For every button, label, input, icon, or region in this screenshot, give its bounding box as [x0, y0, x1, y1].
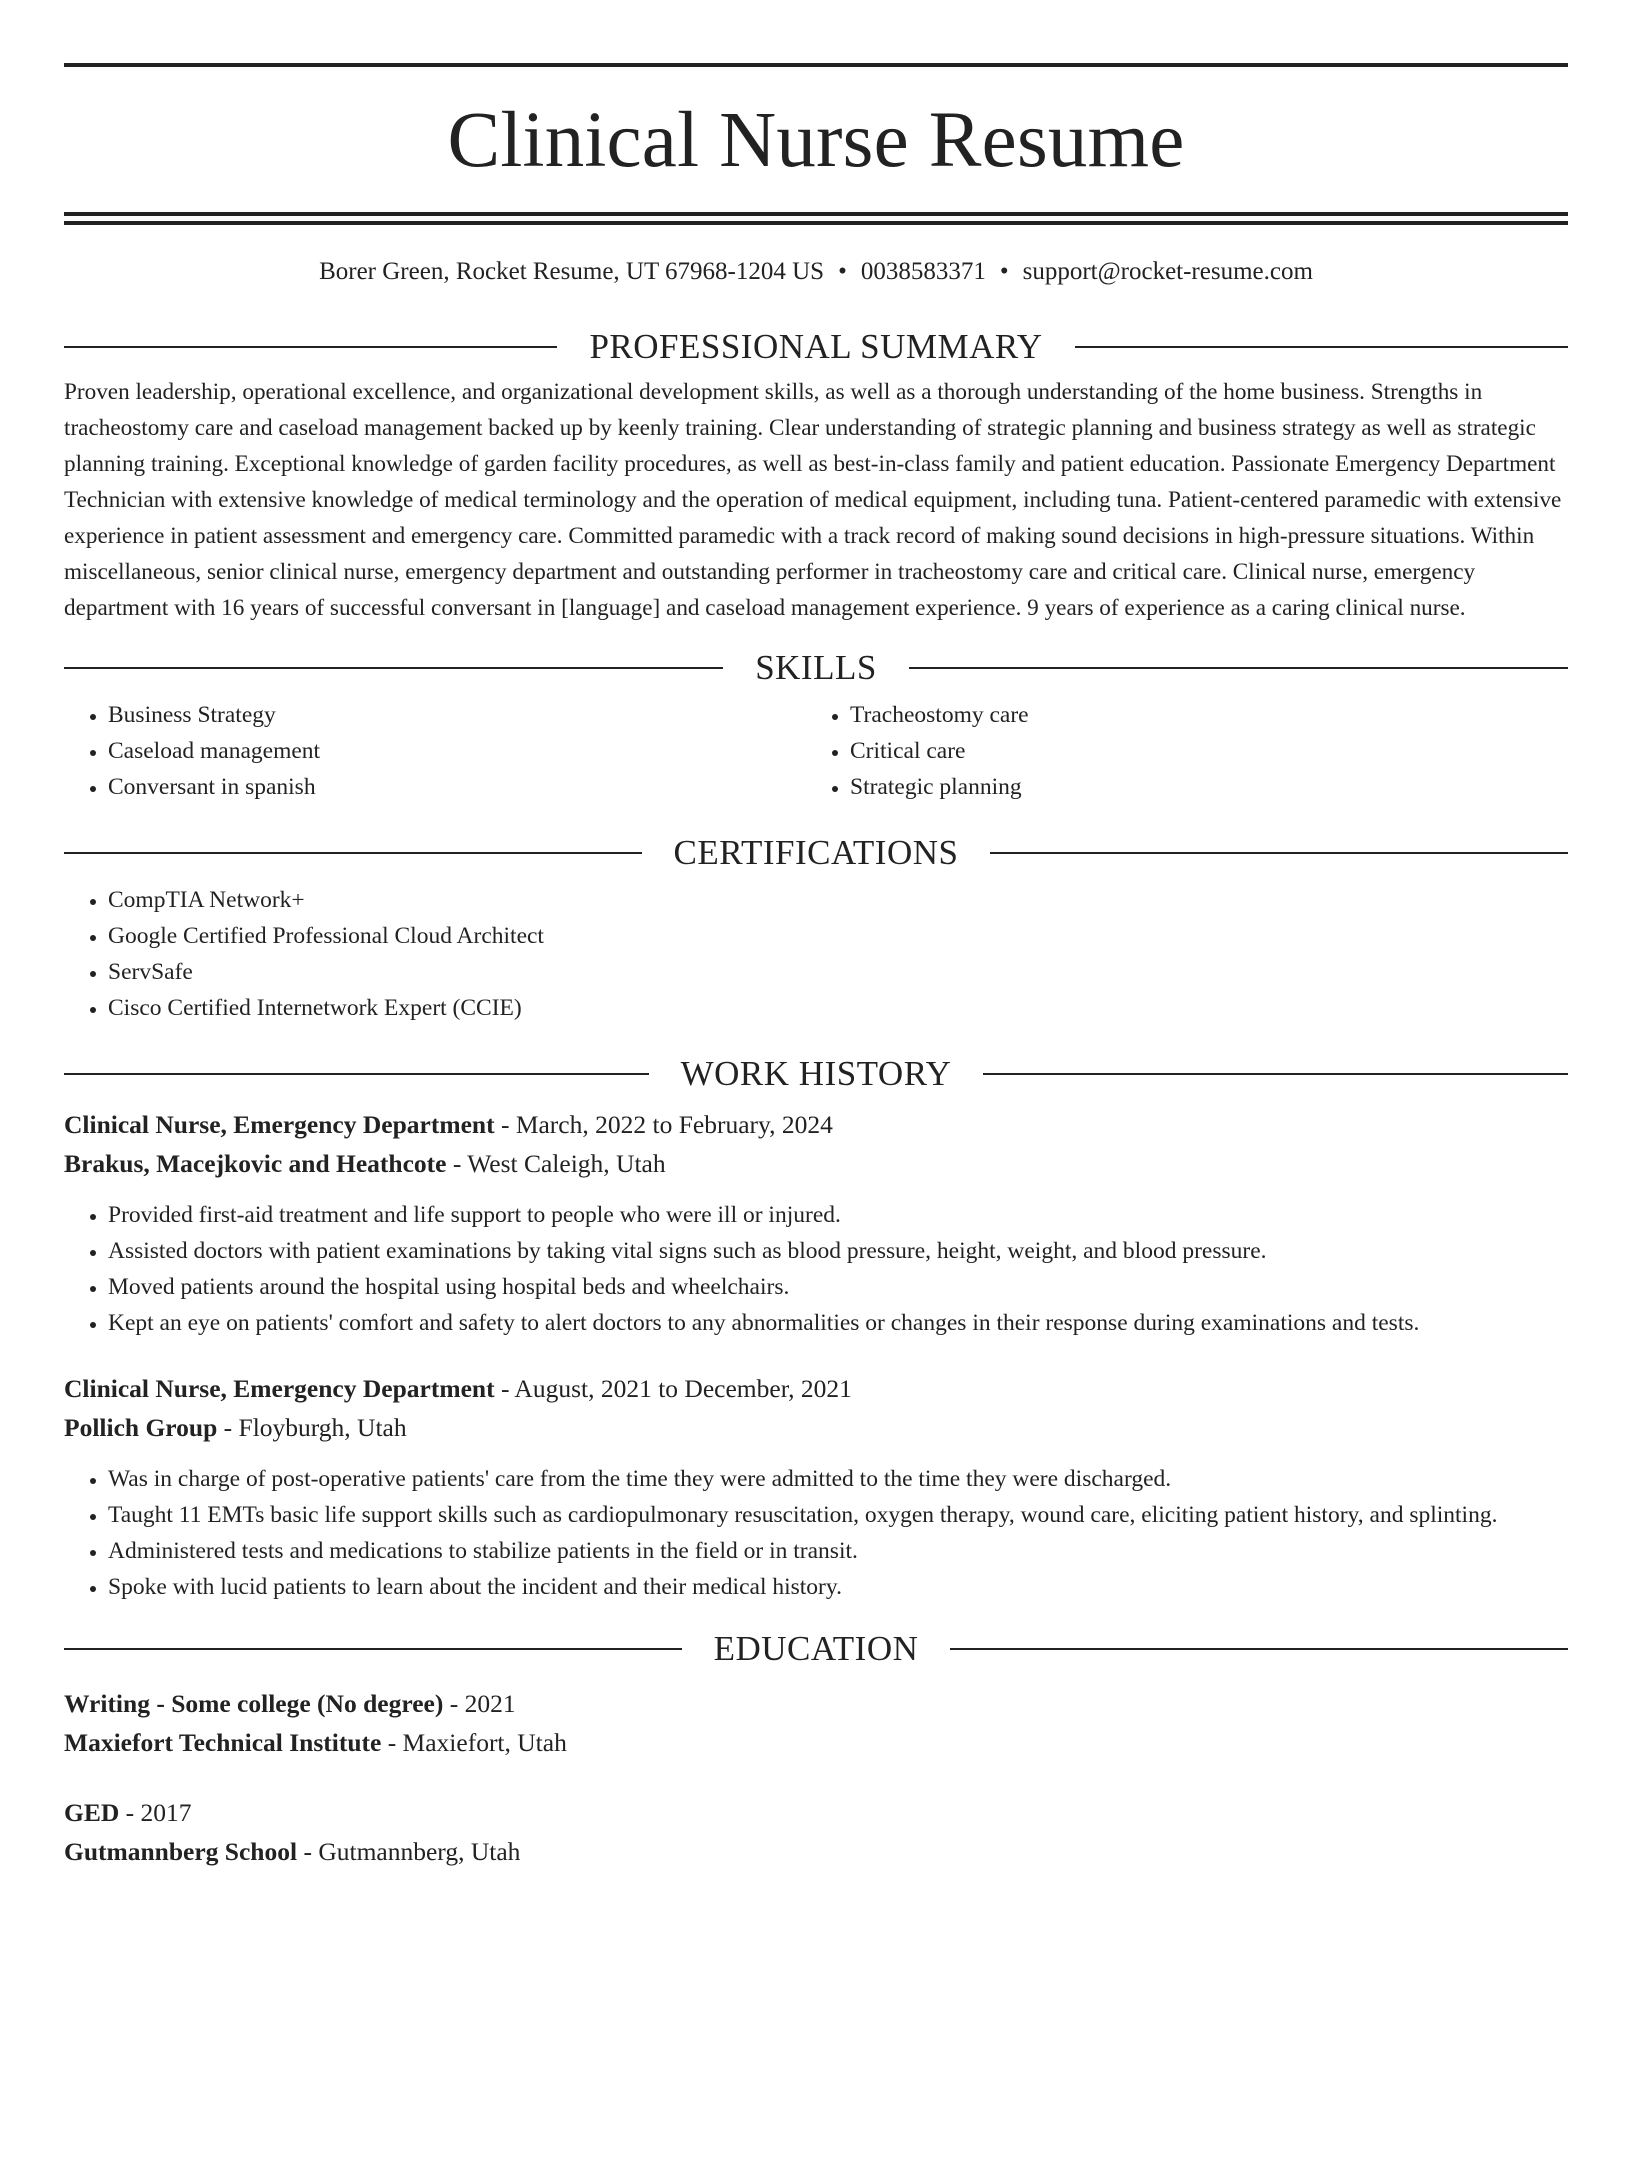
contact-email: support@rocket-resume.com — [1022, 258, 1313, 285]
education-school: Maxiefort Technical Institute — [64, 1728, 382, 1757]
resume-page — [0, 63, 1632, 2175]
education-school-line — [64, 1832, 1568, 1871]
education-heading: EDUCATION — [713, 1629, 919, 1668]
heading-rule — [1075, 346, 1568, 348]
skills-heading: SKILLS — [755, 648, 877, 687]
job-bullet: • Was in charge of post-operative patients' care from the time they were admitted to the time they were discharged. — [108, 1461, 1568, 1497]
education-degree: Writing - Some college (No degree) — [64, 1689, 444, 1718]
job-bullet: • Provided first-aid treatment and life support to people who were ill or injured. — [108, 1197, 1568, 1233]
education-year: - 2021 — [443, 1689, 516, 1718]
job-bullet: • Moved patients around the hospital using hospital beds and wheelchairs. — [108, 1269, 1568, 1305]
education-school: Gutmannberg School — [64, 1837, 298, 1866]
job-company-line — [64, 1144, 1568, 1183]
skill-item: • Conversant in spanish — [108, 769, 806, 805]
job-entry — [64, 1369, 1568, 1605]
education-degree-line — [64, 1684, 1568, 1723]
certifications-heading: CERTIFICATIONS — [673, 833, 959, 872]
skills-column-left — [64, 697, 806, 805]
job-bullet: • Spoke with lucid patients to learn about the incident and their medical history. — [108, 1569, 1568, 1605]
certification-item: • Google Certified Professional Cloud Architect — [108, 918, 1568, 954]
skill-item: • Business Strategy — [108, 697, 806, 733]
certification-item: • Cisco Certified Internetwork Expert (CCIE) — [108, 990, 1568, 1026]
skills-list — [64, 697, 1568, 805]
heading-rule — [64, 667, 723, 669]
heading-rule — [950, 1648, 1568, 1650]
education-section-heading — [64, 1631, 1568, 1666]
heading-rule — [64, 852, 642, 854]
skill-item: • Caseload management — [108, 733, 806, 769]
education-degree: GED — [64, 1798, 120, 1827]
job-company-line — [64, 1408, 1568, 1447]
skill-item: • Tracheostomy care — [850, 697, 1548, 733]
skills-column-right — [806, 697, 1548, 805]
skill-item: • Critical care — [850, 733, 1548, 769]
education-year: - 2017 — [119, 1798, 192, 1827]
job-bullet: • Kept an eye on patients' comfort and safety to alert doctors to any abnormalities or changes in their response during examinations and tests. — [108, 1305, 1568, 1341]
top-rule — [64, 63, 1568, 67]
heading-rule — [64, 1648, 682, 1650]
education-entry — [64, 1684, 1568, 1762]
job-location: - West Caleigh, Utah — [446, 1149, 666, 1178]
job-dates: - March, 2022 to February, 2024 — [494, 1110, 833, 1139]
heading-rule — [990, 852, 1568, 854]
education-location: - Gutmannberg, Utah — [297, 1837, 521, 1866]
certifications-section-heading — [64, 835, 1568, 870]
job-company: Brakus, Macejkovic and Heathcote — [64, 1149, 447, 1178]
heading-rule — [64, 1073, 649, 1075]
job-title-line — [64, 1105, 1568, 1144]
job-dates: - August, 2021 to December, 2021 — [494, 1374, 852, 1403]
job-location: - Floyburgh, Utah — [217, 1413, 407, 1442]
skill-item: • Strategic planning — [850, 769, 1548, 805]
job-bullet: • Assisted doctors with patient examinations by taking vital signs such as blood pressure, height, weight, and blood pressure. — [108, 1233, 1568, 1269]
education-entry — [64, 1793, 1568, 1871]
contact-separator: • — [838, 258, 847, 285]
job-bullets — [64, 1461, 1568, 1605]
job-entry — [64, 1105, 1568, 1341]
job-bullet: • Administered tests and medications to stabilize patients in the field or in transit. — [108, 1533, 1568, 1569]
summary-section-heading — [64, 329, 1568, 364]
education-degree-line — [64, 1793, 1568, 1832]
certification-item: • CompTIA Network+ — [108, 882, 1568, 918]
certifications-list — [64, 882, 1568, 1026]
job-bullets — [64, 1197, 1568, 1341]
job-company: Pollich Group — [64, 1413, 218, 1442]
work-section-heading — [64, 1056, 1568, 1091]
contact-line — [64, 255, 1568, 289]
job-bullet: • Taught 11 EMTs basic life support skills such as cardiopulmonary resuscitation, oxygen therapy, wound care, eliciting patient history, and splinting. — [108, 1497, 1568, 1533]
certification-item: • ServSafe — [108, 954, 1568, 990]
heading-rule — [983, 1073, 1568, 1075]
skills-section-heading — [64, 650, 1568, 685]
contact-address: Borer Green, Rocket Resume, UT 67968-1204 US — [319, 258, 825, 285]
contact-phone: 0038583371 — [860, 258, 986, 285]
job-title: Clinical Nurse, Emergency Department — [64, 1374, 495, 1403]
summary-heading: PROFESSIONAL SUMMARY — [589, 327, 1043, 366]
title-double-rule — [64, 212, 1568, 225]
job-title: Clinical Nurse, Emergency Department — [64, 1110, 495, 1139]
heading-rule — [909, 667, 1568, 669]
summary-text: Proven leadership, operational excellence, and organizational development skills, as well as a thorough understanding of the home business. Strengths in tracheostomy care and caseload management backed up by keenly training. Clear understanding of strategic planning and business strategy as well as strategic planning training. Exceptional knowledge of garden facility procedures, as well as best-in-class family and patient education. Passionate Emergency Department Technician with extensive knowledge of medical terminology and the operation of medical equipment, including tuna. Patient-centered paramedic with extensive experience in patient assessment and emergency care. Committed paramedic with a track record of making sound decisions in high-pressure situations. Within miscellaneous, senior clinical nurse, emergency department and outstanding performer in tracheostomy care and critical care. Clinical nurse, emergency department with 16 years of successful conversant in [language] and caseload management experience. 9 years of experience as a caring clinical nurse. — [64, 379, 1562, 621]
resume-title: Clinical Nurse Resume — [447, 97, 1185, 184]
education-school-line — [64, 1723, 1568, 1762]
contact-separator: • — [999, 258, 1009, 285]
education-location: - Maxiefort, Utah — [381, 1728, 567, 1757]
work-heading: WORK HISTORY — [680, 1054, 952, 1093]
heading-rule — [64, 346, 557, 348]
job-title-line — [64, 1369, 1568, 1408]
